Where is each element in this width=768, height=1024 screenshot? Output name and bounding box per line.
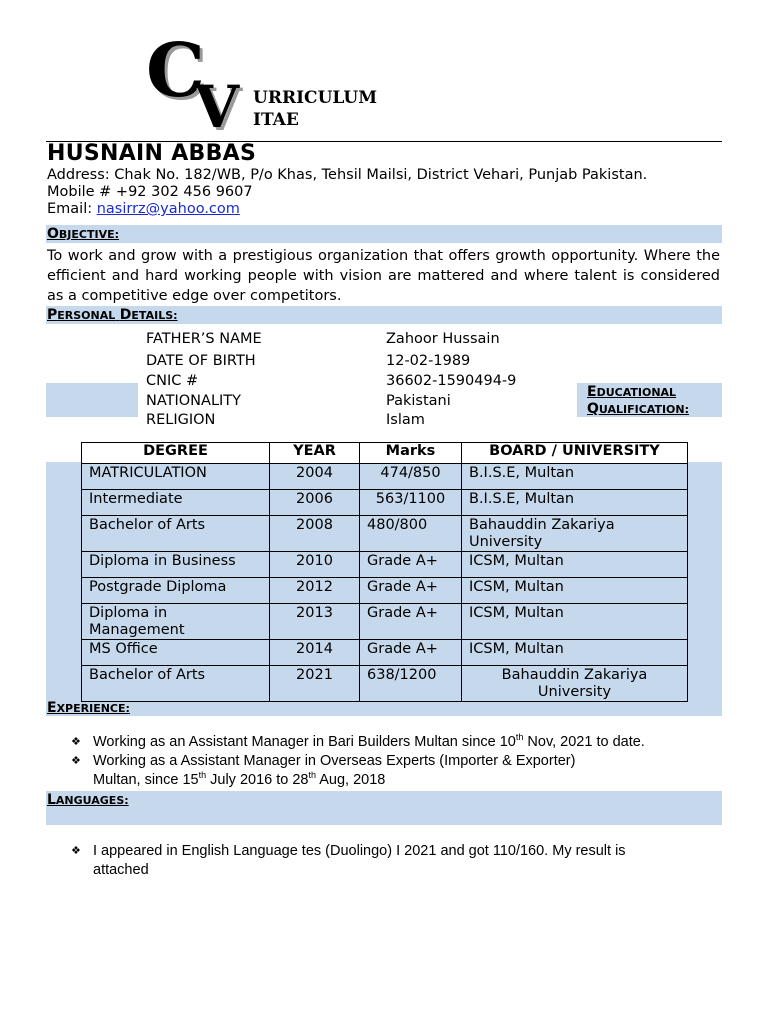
year-cell: 2013	[270, 604, 360, 640]
religion-value: Islam	[386, 412, 425, 428]
logo-word-curriculum: URRICULUM	[253, 88, 378, 108]
personal-details-heading: PERSONAL DETAILS:	[47, 307, 178, 323]
cnic-value: 36602-1590494-9	[386, 373, 517, 389]
table-row	[82, 516, 688, 552]
education-heading: EDUCATIONAL QUALIFICATION:	[587, 384, 690, 417]
board-cell: ICSM, Multan	[462, 604, 688, 640]
marks-cell: 474/850	[360, 464, 462, 490]
logo-word-vitae: ITAE	[253, 110, 299, 130]
marks-column-header: Marks	[360, 443, 462, 464]
table-row	[82, 604, 688, 640]
marks-cell: Grade A+	[360, 604, 462, 640]
degree-column-header: DEGREE	[82, 443, 270, 464]
father-name-value: Zahoor Hussain	[386, 331, 500, 347]
table-row	[82, 578, 688, 604]
board-column-header: BOARD / UNIVERSITY	[462, 443, 688, 464]
marks-cell: Grade A+	[360, 578, 462, 604]
degree-cell: Intermediate	[82, 490, 270, 516]
board-cell: ICSM, Multan	[462, 640, 688, 666]
nationality-label: NATIONALITY	[146, 393, 242, 409]
year-cell: 2014	[270, 640, 360, 666]
degree-cell: Diploma in Business	[82, 552, 270, 578]
education-table	[81, 442, 688, 702]
table-row	[82, 490, 688, 516]
marks-cell: 638/1200	[360, 666, 462, 702]
dob-label: DATE OF BIRTH	[146, 353, 256, 369]
degree-cell: MS Office	[82, 640, 270, 666]
table-row	[82, 666, 688, 702]
degree-cell: Postgrade Diploma	[82, 578, 270, 604]
diamond-bullet-icon: ❖	[71, 755, 81, 767]
marks-cell: Grade A+	[360, 640, 462, 666]
year-cell: 2021	[270, 666, 360, 702]
email-line	[47, 201, 240, 217]
dob-value: 12-02-1989	[386, 353, 471, 369]
board-cell: B.I.S.E, Multan	[462, 490, 688, 516]
email-label: Email:	[47, 201, 97, 217]
languages-section-bar	[46, 791, 722, 825]
address-line: Address: Chak No. 182/WB, P/o Khas, Tehsil Mailsi, District Vehari, Punjab Pakistan.	[47, 167, 648, 183]
board-cell: Bahauddin Zakariya University	[462, 666, 688, 702]
marks-cell: 563/1100	[360, 490, 462, 516]
degree-cell: Bachelor of Arts	[82, 666, 270, 702]
religion-label: RELIGION	[146, 412, 216, 428]
cnic-label: CNIC #	[146, 373, 199, 389]
candidate-name: HUSNAIN ABBAS	[47, 141, 257, 166]
year-cell: 2004	[270, 464, 360, 490]
degree-cell: MATRICULATION	[82, 464, 270, 490]
table-row	[82, 464, 688, 490]
degree-cell: Bachelor of Arts	[82, 516, 270, 552]
objective-text: To work and grow with a prestigious organization that offers growth opportunity. Where the efficient and hard working people with vision are mattered and where talent is considered as a competitive edge over competitors.	[47, 248, 720, 304]
objective-heading: OBJECTIVE:	[47, 226, 119, 242]
board-cell: ICSM, Multan	[462, 552, 688, 578]
nationality-value: Pakistani	[386, 393, 451, 409]
languages-heading: LANGUAGES:	[47, 792, 129, 808]
year-cell: 2012	[270, 578, 360, 604]
year-cell: 2010	[270, 552, 360, 578]
objective-section-bar	[46, 225, 722, 243]
father-name-label: FATHER’S NAME	[146, 331, 262, 347]
board-cell: B.I.S.E, Multan	[462, 464, 688, 490]
year-column-header: YEAR	[270, 443, 360, 464]
marks-cell: Grade A+	[360, 552, 462, 578]
email-link[interactable]: nasirrz@yahoo.com	[96, 201, 240, 217]
table-header-row	[82, 443, 688, 464]
year-cell: 2006	[270, 490, 360, 516]
board-cell: ICSM, Multan	[462, 578, 688, 604]
board-cell: Bahauddin Zakariya University	[462, 516, 688, 552]
degree-cell: Diploma in Management	[82, 604, 270, 640]
marks-cell: 480/800	[360, 516, 462, 552]
mobile-line: Mobile # +92 302 456 9607	[47, 184, 253, 200]
logo-letter-v: V	[194, 73, 240, 141]
table-row	[82, 640, 688, 666]
table-row	[82, 552, 688, 578]
diamond-bullet-icon: ❖	[71, 845, 81, 857]
year-cell: 2008	[270, 516, 360, 552]
personal-details-side-bar	[46, 383, 138, 417]
experience-heading: EXPERIENCE:	[47, 700, 130, 716]
diamond-bullet-icon: ❖	[71, 736, 81, 748]
logo-letter-c: C	[146, 28, 205, 114]
